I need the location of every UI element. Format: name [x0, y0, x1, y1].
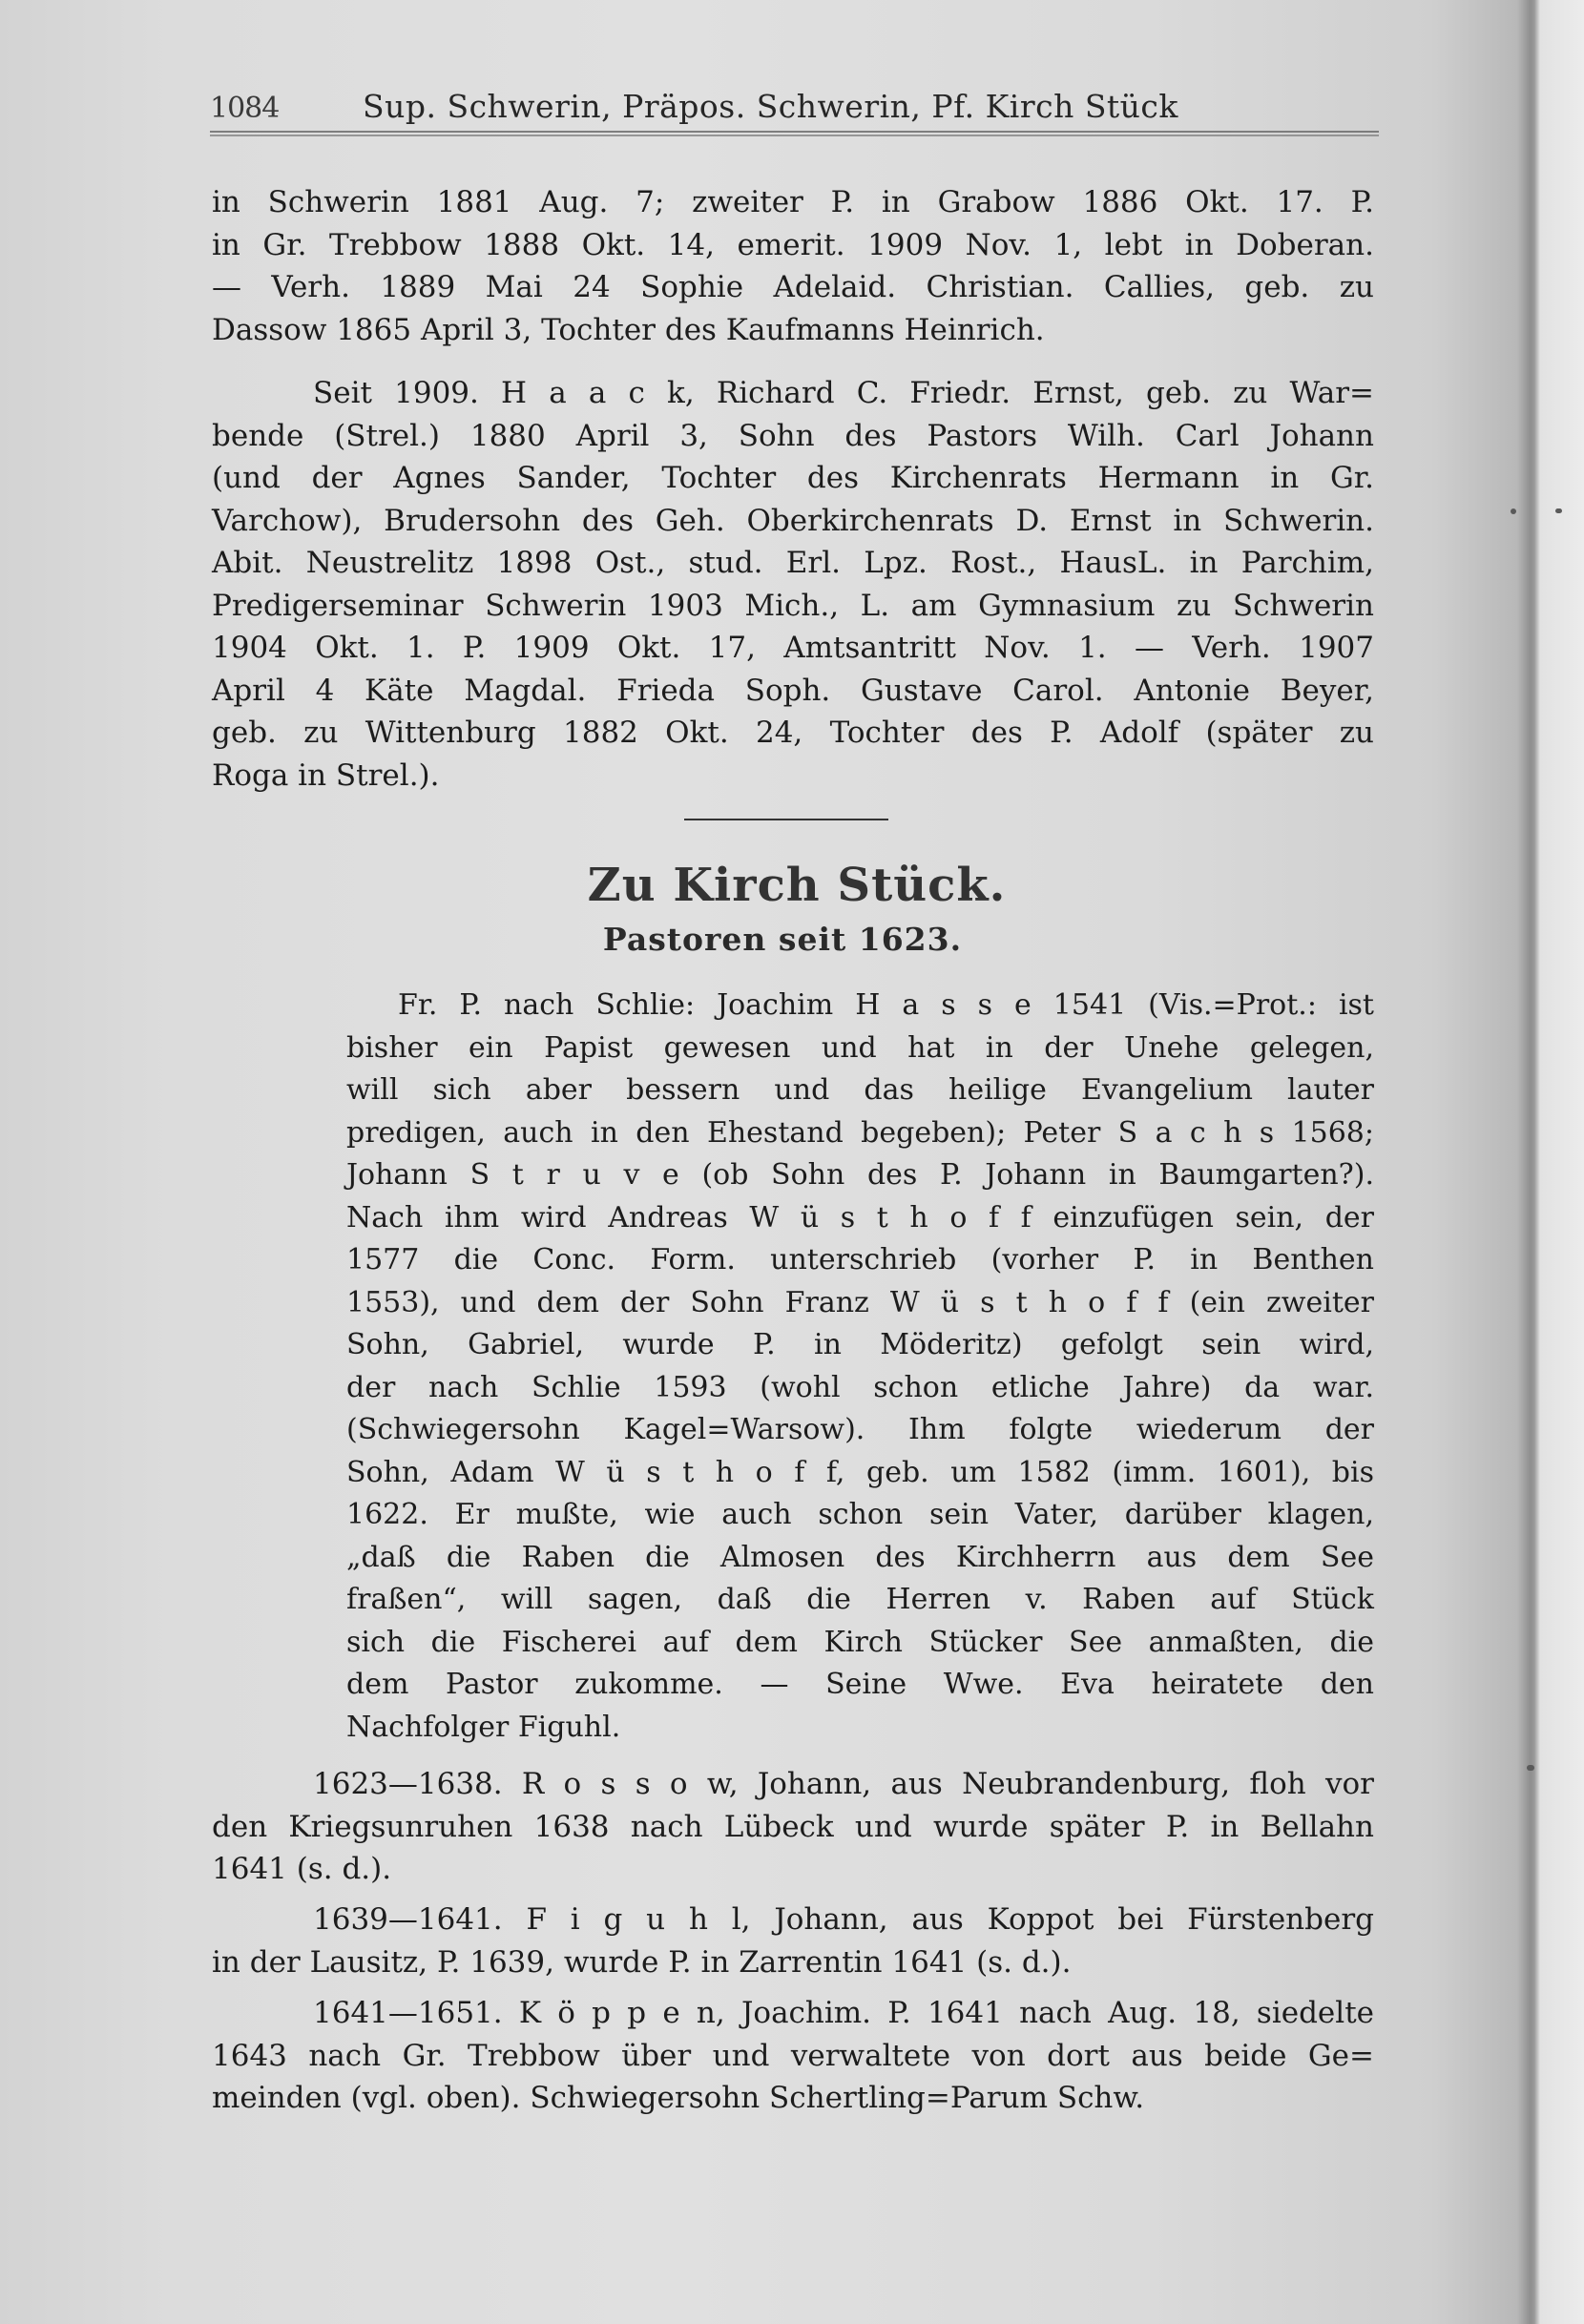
text-line: 1623—1638. R o s s o w, Johann, aus Neubrandenburg, floh vor	[313, 1767, 1374, 1801]
text-line: predigen, auch in den Ehestand begeben); Peter S a c h s 1568;	[346, 1115, 1374, 1150]
text-line: 1904 Okt. 1. P. 1909 Okt. 17, Amtsantritt Nov. 1. — Verh. 1907	[212, 631, 1374, 665]
text-line: 1641 (s. d.).	[212, 1852, 392, 1886]
haack-entry	[212, 372, 1374, 797]
text-line: in der Lausitz, P. 1639, wurde P. in Zarrentin 1641 (s. d.).	[212, 1944, 1072, 1980]
text-line: (und der Agnes Sander, Tochter des Kirchenrats Hermann in Gr.	[212, 461, 1374, 495]
text-line: Dassow 1865 April 3, Tochter des Kaufmanns Heinrich.	[212, 312, 1045, 347]
text-line: fraßen“, will sagen, daß die Herren v. Raben auf Stück	[346, 1583, 1374, 1616]
text-line: bisher ein Papist gewesen und hat in der Unehe gelegen,	[346, 1030, 1374, 1065]
text-line: Fr. P. nach Schlie: Joachim H a s s e 1541 (Vis.=Prot.: ist	[398, 988, 1374, 1022]
entry-koeppen	[212, 1992, 1374, 2120]
text-line: 1639—1641. F i g u h l, Johann, aus Koppot bei Fürstenberg	[313, 1902, 1374, 1937]
text-line: den Kriegsunruhen 1638 nach Lübeck und wurde später P. in Bellahn	[212, 1809, 1374, 1844]
text-line: in Gr. Trebbow 1888 Okt. 14, emerit. 1909 Nov. 1, lebt in Doberan.	[212, 227, 1374, 262]
text-line: Nachfolger Figuhl.	[346, 1710, 621, 1744]
section-subtitle: Pastoren seit 1623.	[602, 921, 963, 958]
text-line: will sich aber bessern und das heilige Evangelium lauter	[346, 1073, 1374, 1107]
text-line: „daß die Raben die Almosen des Kirchherrn aus dem See	[346, 1540, 1374, 1574]
section-title: Zu Kirch Stück.	[587, 859, 1007, 912]
text-line: — Verh. 1889 Mai 24 Sophie Adelaid. Christian. Callies, geb. zu	[212, 270, 1374, 304]
text-line: 1553), und dem der Sohn Franz W ü s t h o f f (ein zweiter	[346, 1285, 1374, 1319]
entry-rossow	[212, 1763, 1374, 1891]
scan-speck	[1511, 508, 1516, 514]
text-line: dem Pastor zukomme. — Seine Wwe. Eva heiratete den	[346, 1668, 1374, 1701]
text-line: Roga in Strel.).	[212, 757, 440, 793]
text-line: Varchow), Brudersohn des Geh. Oberkirchenrats D. Ernst in Schwerin.	[212, 503, 1374, 538]
text-line: Sohn, Adam W ü s t h o f f, geb. um 1582 (imm. 1601), bis	[346, 1455, 1374, 1489]
text-line: bende (Strel.) 1880 April 3, Sohn des Pastors Wilh. Carl Johann	[212, 418, 1374, 453]
text-line: Abit. Neustrelitz 1898 Ost., stud. Erl. Lpz. Rost., HausL. in Parchim,	[212, 546, 1374, 580]
page-number: 1084	[210, 92, 280, 125]
running-header	[210, 88, 1379, 126]
text-line: 1641—1651. K ö p p e n, Joachim. P. 1641 nach Aug. 18, siedelte	[313, 1996, 1374, 2030]
text-line: Nach ihm wird Andreas W ü s t h o f f einzufügen sein, der	[346, 1200, 1374, 1235]
intro-paragraph	[212, 181, 1374, 351]
header-double-rule	[210, 131, 1379, 136]
scan-speck	[1527, 1765, 1534, 1771]
text-line: Johann S t r u v e (ob Sohn des P. Johann in Baumgarten?).	[346, 1158, 1374, 1192]
text-line: 1622. Er mußte, wie auch schon sein Vater, darüber klagen,	[346, 1498, 1374, 1531]
text-line: Predigerseminar Schwerin 1903 Mich., L. am Gymnasium zu Schwerin	[212, 588, 1374, 623]
text-line: April 4 Käte Magdal. Frieda Soph. Gustave Carol. Antonie Beyer,	[212, 673, 1374, 708]
entry-figuhl	[212, 1899, 1374, 1983]
text-line: 1643 nach Gr. Trebbow über und verwaltete von dort aus beide Ge=	[212, 2038, 1374, 2073]
text-line: 1577 die Conc. Form. unterschrieb (vorher P. in Benthen	[346, 1243, 1374, 1276]
early-pastors-note	[346, 985, 1374, 1749]
text-line: der nach Schlie 1593 (wohl schon etliche Jahre) da war.	[346, 1370, 1374, 1404]
text-line: (Schwiegersohn Kagel=Warsow). Ihm folgte wiederum der	[346, 1413, 1374, 1446]
scan-speck	[1555, 508, 1562, 513]
running-header-title: Sup. Schwerin, Präpos. Schwerin, Pf. Kirch Stück	[363, 88, 1178, 125]
section-divider	[684, 819, 888, 820]
text-line: Sohn, Gabriel, wurde P. in Möderitz) gefolgt sein wird,	[346, 1328, 1374, 1361]
text-line: in Schwerin 1881 Aug. 7; zweiter P. in Grabow 1886 Okt. 17. P.	[212, 185, 1374, 219]
text-line: sich die Fischerei auf dem Kirch Stücker See anmaßten, die	[346, 1625, 1374, 1659]
text-line: Seit 1909. H a a c k, Richard C. Friedr. Ernst, geb. zu War=	[313, 376, 1374, 410]
text-line: geb. zu Wittenburg 1882 Okt. 24, Tochter des P. Adolf (später zu	[212, 716, 1374, 750]
text-line: meinden (vgl. oben). Schwiegersohn Schertling=Parum Schw.	[212, 2081, 1145, 2115]
